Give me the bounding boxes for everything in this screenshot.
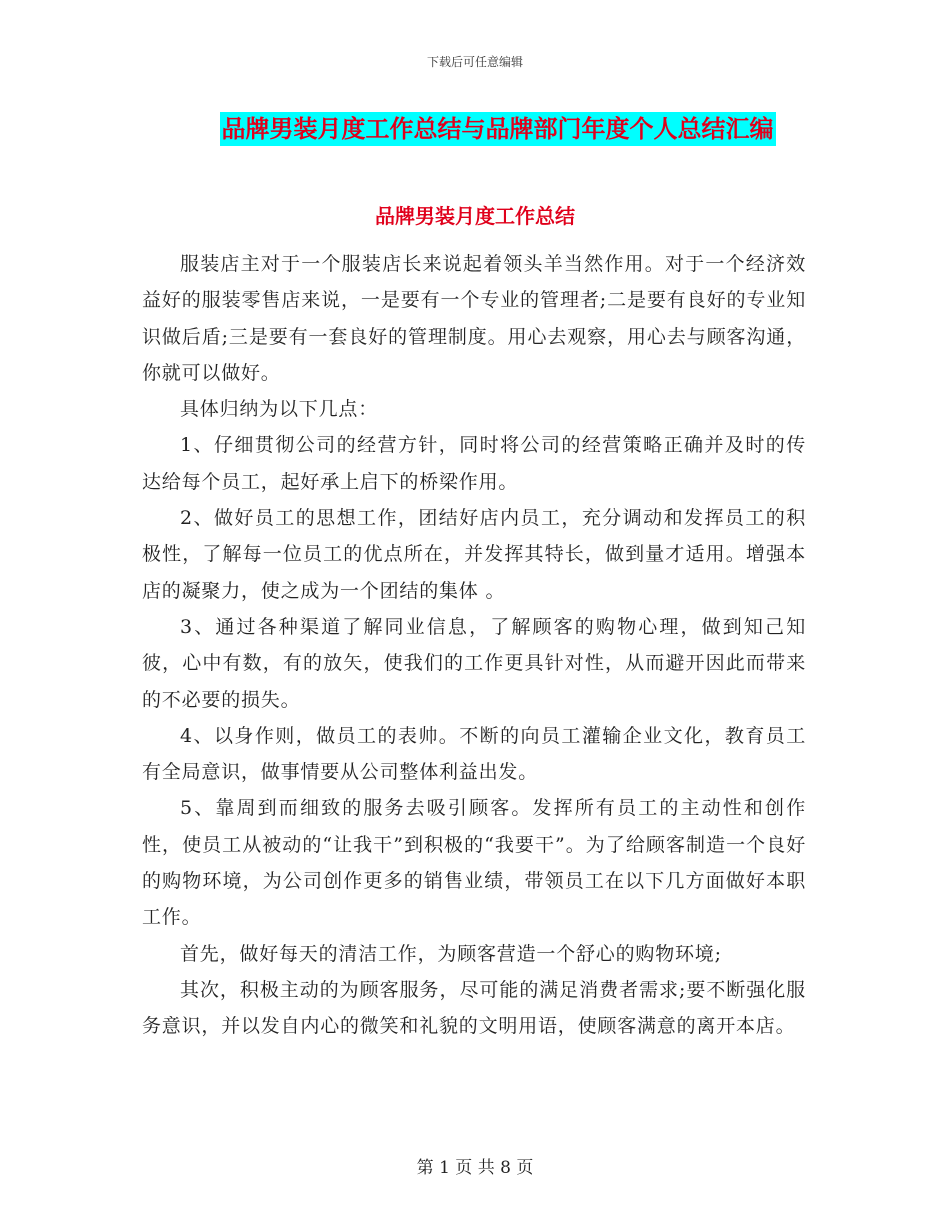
paragraph: 服装店主对于一个服装店长来说起着领头羊当然作用。对于一个经济效益好的服装零售店来说，一是要有一个专业的管理者;二是要有良好的专业知识做后盾;三是要有一套良好的管理制度。用心去观察，用心去与顾客沟通，你就可以做好。: [142, 253, 806, 384]
section-title: 品牌男装月度工作总结: [375, 204, 575, 228]
paragraph: 3、通过各种渠道了解同业信息，了解顾客的购物心理，做到知己知彼，心中有数，有的放矢，使我们的工作更具针对性，从而避开因此而带来的不必要的损失。: [142, 615, 806, 711]
main-title-container: [0, 112, 950, 146]
paragraph: 2、做好员工的思想工作，团结好店内员工，充分调动和发挥员工的积极性，了解每一位员工的优点所在，并发挥其特长，做到量才适用。增强本店的凝聚力，使之成为一个团结的集体 。: [142, 507, 806, 602]
paragraph: 5、靠周到而细致的服务去吸引顾客。发挥所有员工的主动性和创作性，使员工从被动的“让我干”到积极的“我要干”。为了给顾客制造一个良好的购物环境，为公司创作更多的销售业绩，带领员工在以下几方面做好本职工作。: [142, 797, 806, 929]
paragraph: 1、仔细贯彻公司的经营方针，同时将公司的经营策略正确并及时的传达给每个员工，起好承上启下的桥梁作用。: [142, 434, 806, 493]
paragraph: 首先，做好每天的清洁工作，为顾客营造一个舒心的购物环境;: [180, 942, 722, 965]
paragraph: 具体归纳为以下几点：: [180, 398, 379, 421]
document-body: [142, 246, 806, 1045]
paragraph: 4、以身作则，做员工的表帅。不断的向员工灌输企业文化，教育员工有全局意识，做事情要从公司整体利益出发。: [142, 724, 806, 784]
header-note: 下载后可任意编辑: [426, 55, 523, 69]
page-footer: 第 1 页 共 8 页: [416, 1158, 534, 1178]
main-title: 品牌男装月度工作总结与品牌部门年度个人总结汇编: [220, 112, 776, 146]
paragraph: 其次，积极主动的为顾客服务，尽可能的满足消费者需求;要不断强化服务意识，并以发自内心的微笑和礼貌的文明用语，使顾客满意的离开本店。: [142, 978, 806, 1038]
